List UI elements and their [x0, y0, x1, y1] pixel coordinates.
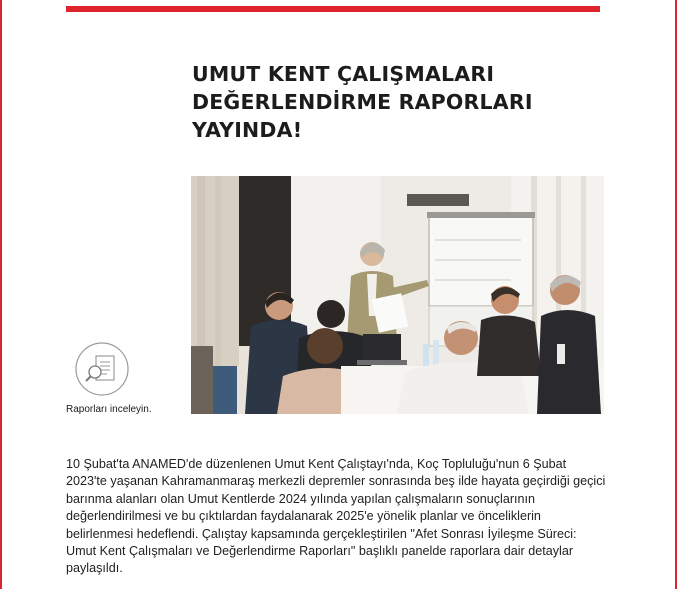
workshop-photo [191, 176, 604, 414]
document-magnifier-icon [74, 341, 130, 397]
top-accent-bar [66, 6, 600, 12]
article-body: 10 Şubat'ta ANAMED'de düzenlenen Umut Kent Çalıştayı'nda, Koç Topluluğu'nun 6 Şubat 2023'te yaşanan Kahramanmaraş merkezli depremler sonrasında beş ilde hayata geçirdiği geçici barınma alanları olan Umut Kentlerde 2024 yılında yapılan çalışmaların sonuçlarının değerlendirilmesi ve bu çıktılardan faydalanarak 2025'e yönelik planlar ve önceliklerin belirlenmesi hedeflendi. Çalıştay kapsamında gerçekleştirilen "Afet Sonrası İyileşme Süreci: Umut Kent Çalışmaları ve Değerlendirme Raporları" başlıklı panelde raporlara dair detaylar paylaşıldı. [66, 457, 606, 576]
reports-link[interactable] [66, 341, 166, 421]
reports-link-label[interactable]: Raporları inceleyin. [66, 404, 152, 415]
article-headline: UMUT KENT ÇALIŞMALARI DEĞERLENDİRME RAPORLARI YAYINDA! [192, 62, 533, 142]
